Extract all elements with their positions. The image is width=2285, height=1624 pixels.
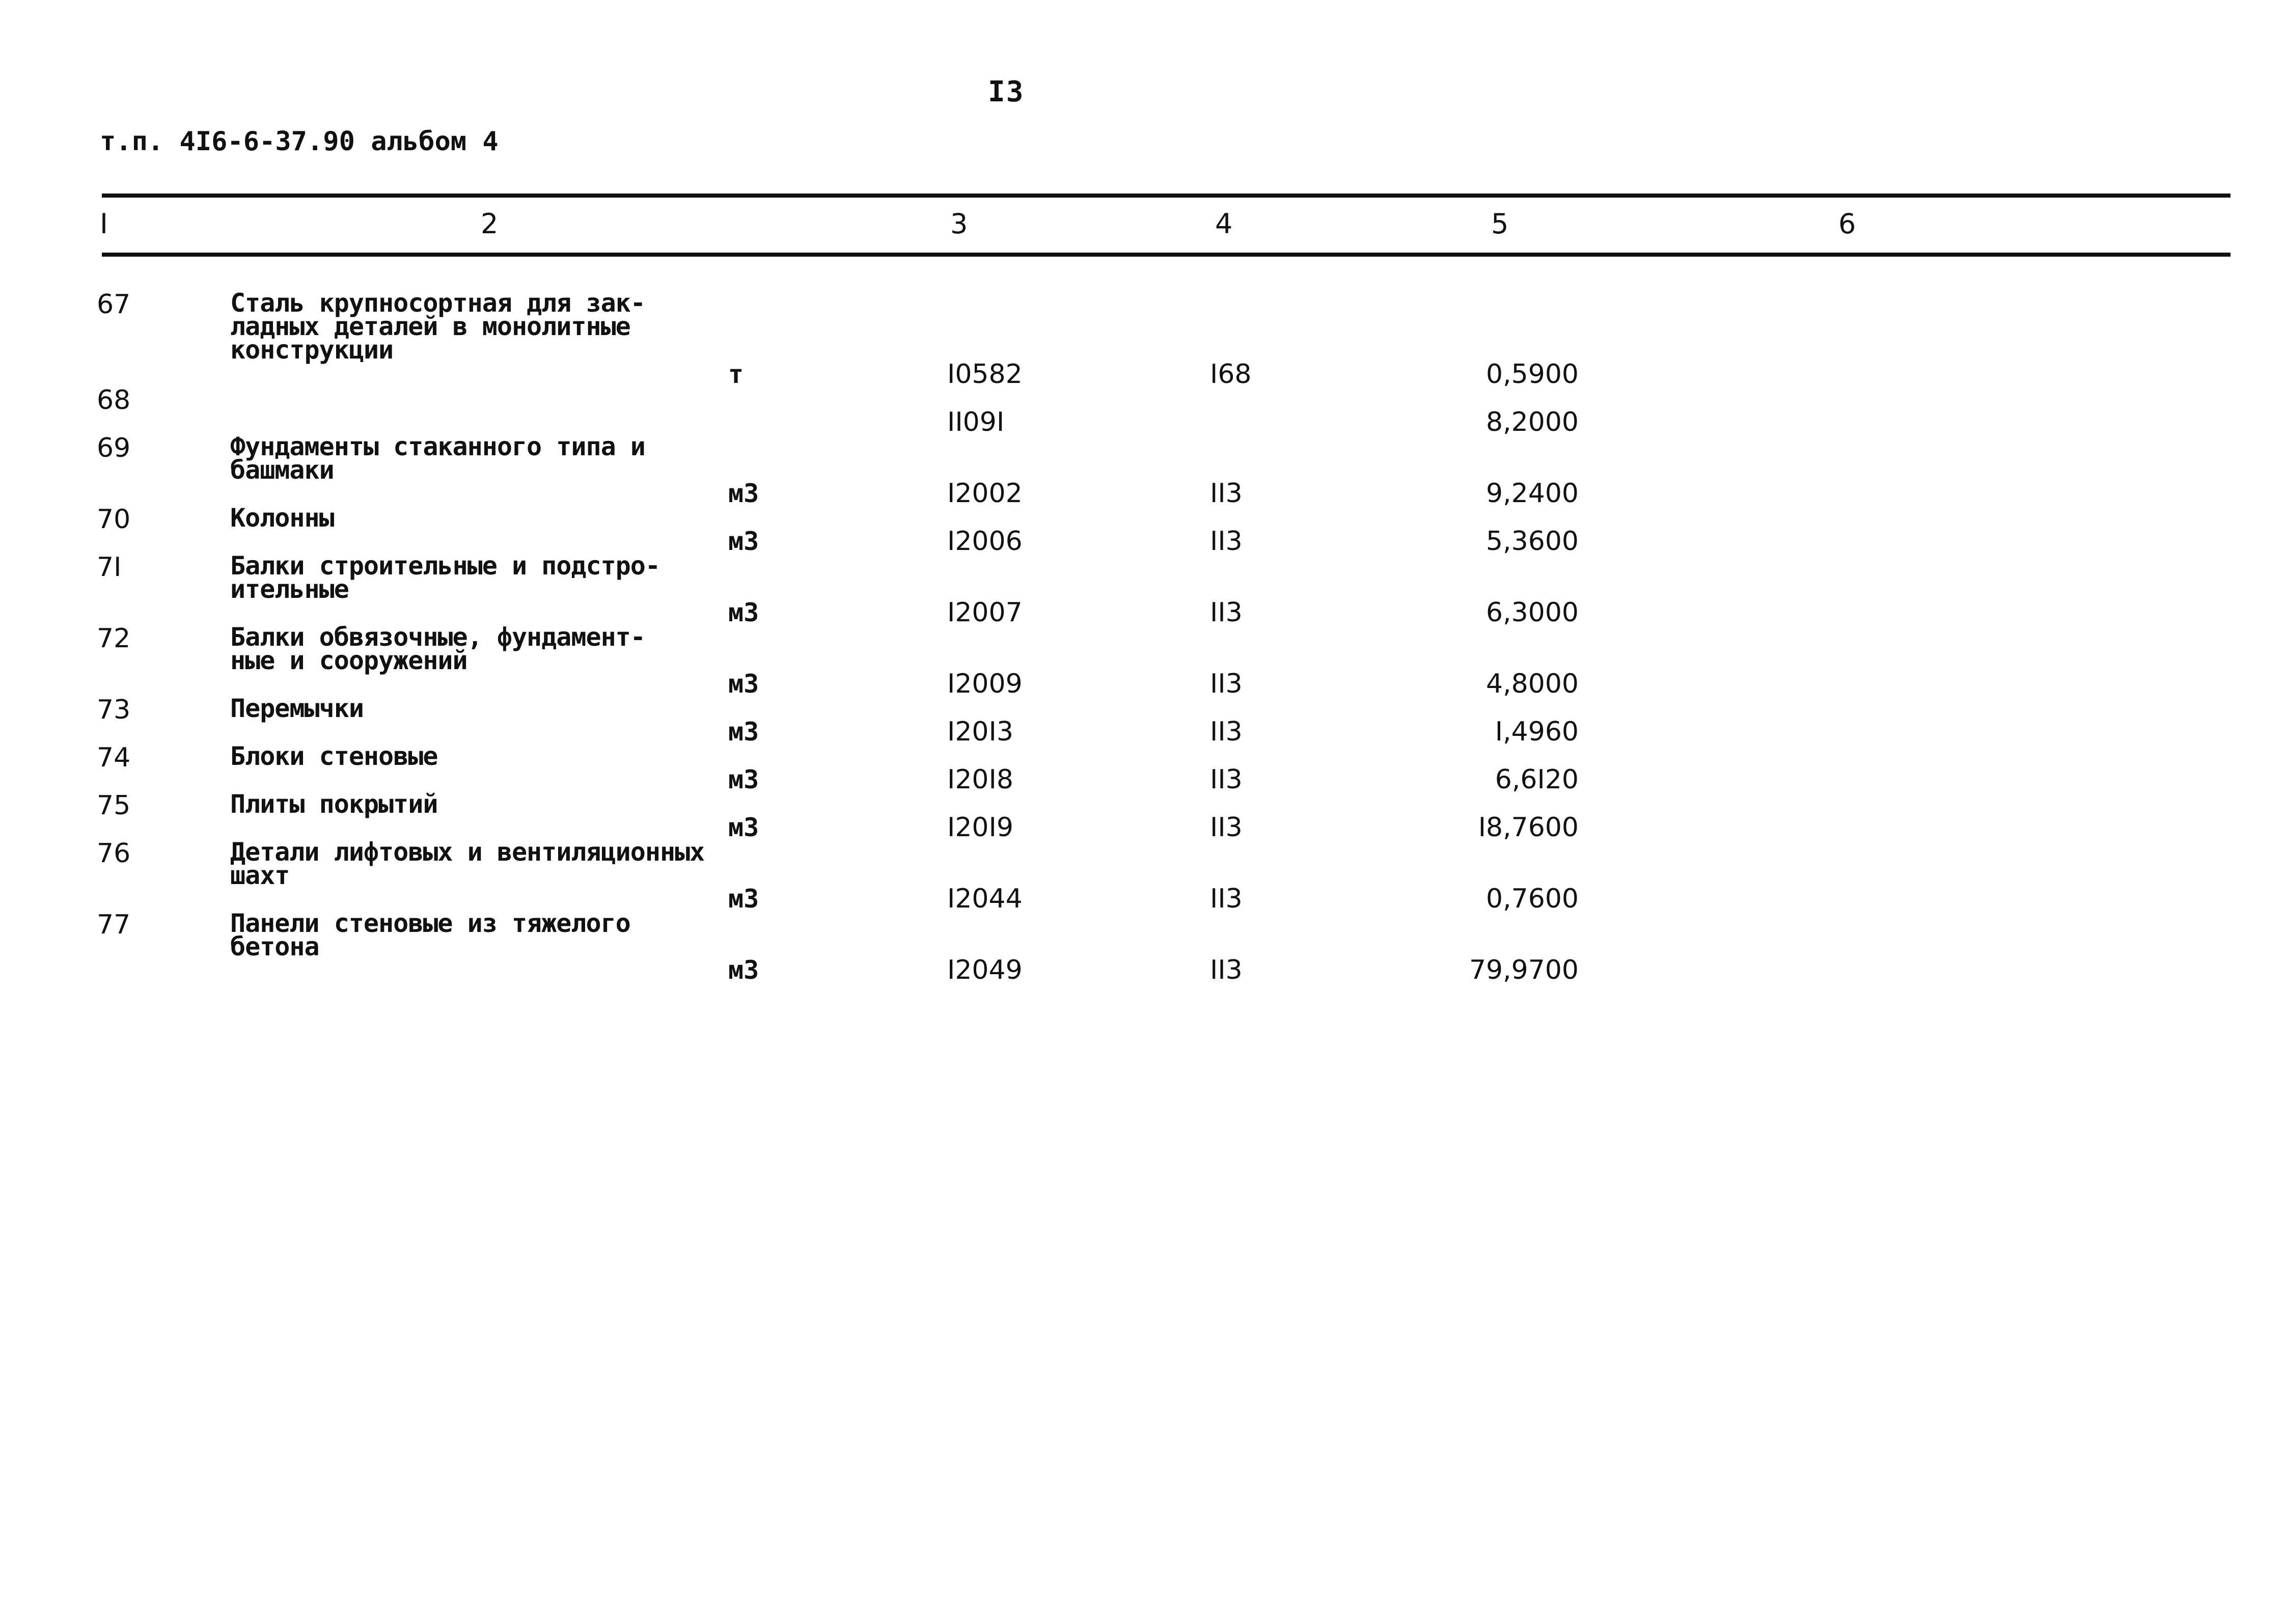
table-body xyxy=(0,288,2285,985)
header-col-4: 4 xyxy=(1215,208,1233,240)
row-unit: м3 xyxy=(728,884,759,914)
table-row xyxy=(0,837,2285,914)
row-group: II3 xyxy=(1210,812,1243,843)
page-number: I3 xyxy=(988,75,1025,108)
row-code: I2049 xyxy=(947,955,1023,985)
header-col-1: I xyxy=(100,208,108,240)
row-group: II3 xyxy=(1210,478,1243,509)
header-col-5: 5 xyxy=(1491,208,1509,240)
table-row xyxy=(0,909,2285,985)
header-col-2: 2 xyxy=(481,208,499,240)
table-row xyxy=(0,288,2285,390)
row-quantity: 0,5900 xyxy=(1486,359,1579,390)
row-name: Детали лифтовых и вентиляционных шахт xyxy=(230,837,705,890)
row-unit: м3 xyxy=(728,527,759,556)
table-header xyxy=(0,203,2285,249)
row-unit: м3 xyxy=(728,765,759,794)
row-unit: м3 xyxy=(728,669,759,699)
row-quantity: I8,7600 xyxy=(1478,812,1579,843)
row-group: II3 xyxy=(1210,597,1243,628)
row-code: II09I xyxy=(947,407,1005,437)
table-row xyxy=(0,503,2285,557)
row-number: 72 xyxy=(97,623,131,654)
row-code: I0582 xyxy=(947,359,1023,390)
row-quantity: 9,2400 xyxy=(1486,478,1579,509)
table-row xyxy=(0,622,2285,699)
row-number: 70 xyxy=(97,504,131,535)
row-code: I20I8 xyxy=(947,764,1013,795)
row-unit: м3 xyxy=(728,955,759,985)
row-name: Балки обвязочные, фундамент- ные и сооружений xyxy=(230,622,645,675)
row-unit: м3 xyxy=(728,813,759,842)
row-name: Сталь крупносортная для зак- ладных деталей в монолитные конструкции xyxy=(230,288,645,365)
table-row xyxy=(0,741,2285,795)
row-quantity: 5,3600 xyxy=(1486,526,1579,557)
row-name: Перемычки xyxy=(230,694,364,723)
row-quantity: 6,6I20 xyxy=(1495,764,1579,795)
row-unit: т xyxy=(728,360,744,389)
row-number: 69 xyxy=(97,433,131,463)
table-row xyxy=(0,789,2285,843)
header-col-3: 3 xyxy=(950,208,968,240)
row-name: Колонны xyxy=(230,503,334,533)
row-code: I2007 xyxy=(947,597,1023,628)
table-row xyxy=(0,694,2285,747)
row-code: I20I3 xyxy=(947,717,1013,747)
row-code: I2044 xyxy=(947,884,1023,914)
row-name: Фундаменты стаканного типа и башмаки xyxy=(230,432,645,485)
row-number: 67 xyxy=(97,289,131,320)
row-group: I68 xyxy=(1210,359,1252,390)
row-name: Балки строительные и подстро- ительные xyxy=(230,551,660,604)
table-row xyxy=(0,432,2285,509)
row-name: Плиты покрытий xyxy=(230,789,438,819)
row-code: I2009 xyxy=(947,669,1023,699)
row-quantity: 8,2000 xyxy=(1486,407,1579,437)
row-code: I2002 xyxy=(947,478,1023,509)
row-number: 76 xyxy=(97,838,131,869)
table-row xyxy=(0,551,2285,628)
row-unit: м3 xyxy=(728,717,759,747)
row-group: II3 xyxy=(1210,764,1243,795)
row-number: 75 xyxy=(97,790,131,821)
row-quantity: 79,9700 xyxy=(1469,955,1579,985)
row-number: 74 xyxy=(97,742,131,773)
row-group: II3 xyxy=(1210,884,1243,914)
row-group: II3 xyxy=(1210,669,1243,699)
row-number: 68 xyxy=(97,385,131,416)
table-top-rule xyxy=(102,194,2231,198)
row-group: II3 xyxy=(1210,955,1243,985)
row-number: 77 xyxy=(97,910,131,940)
row-group: II3 xyxy=(1210,717,1243,747)
row-quantity: I,4960 xyxy=(1495,717,1579,747)
row-code: I2006 xyxy=(947,526,1023,557)
row-quantity: 0,7600 xyxy=(1486,884,1579,914)
row-number: 7I xyxy=(97,552,122,583)
row-code: I20I9 xyxy=(947,812,1013,843)
row-quantity: 4,8000 xyxy=(1486,669,1579,699)
table-header-rule xyxy=(102,253,2231,257)
row-quantity: 6,3000 xyxy=(1486,597,1579,628)
header-col-6: 6 xyxy=(1838,208,1856,240)
row-number: 73 xyxy=(97,695,131,725)
row-unit: м3 xyxy=(728,479,759,508)
row-group: II3 xyxy=(1210,526,1243,557)
row-name: Панели стеновые из тяжелого бетона xyxy=(230,909,630,961)
document-reference: т.п. 4I6-6-37.90 альбом 4 xyxy=(100,126,499,157)
row-unit: м3 xyxy=(728,598,759,627)
table-row xyxy=(0,385,2285,437)
row-name: Блоки стеновые xyxy=(230,741,438,771)
